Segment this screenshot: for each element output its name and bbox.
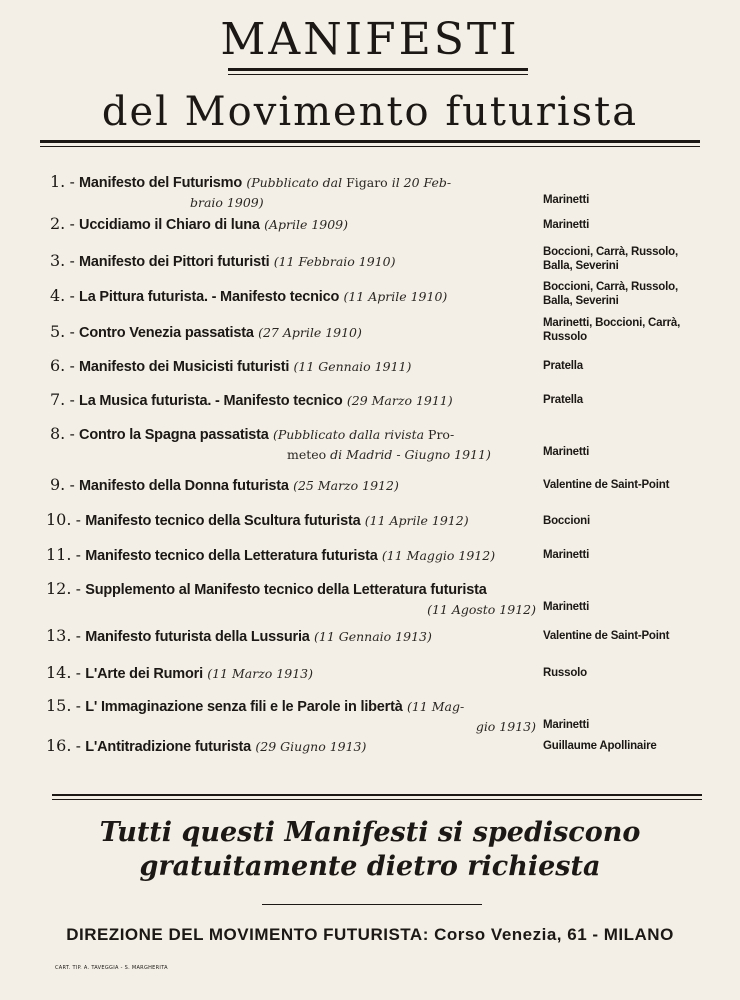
item-title: Manifesto futurista della Lussuria [85, 629, 310, 645]
item-title: Manifesto tecnico della Letteratura futurista [85, 548, 378, 564]
footer-rule-thick [52, 794, 702, 796]
item-date: (Aprile 1909) [264, 217, 349, 232]
item-author: Russolo [543, 667, 587, 679]
subtitle-rule-thin [40, 146, 700, 147]
item-author: Marinetti [543, 549, 590, 561]
list-item: 10. - Manifesto tecnico della Scultura futurista (11 Aprile 1912) Boccioni [50, 499, 710, 534]
item-author: Guillaume Apollinaire [543, 740, 657, 752]
item-title: Contro Venezia passatista [79, 325, 254, 341]
subtitle-rule-thick [40, 140, 700, 143]
item-title: La Musica futurista. - Manifesto tecnico [79, 393, 343, 409]
item-title: L'Arte dei Rumori [85, 666, 203, 682]
item-date: (11 Agosto 1912) [427, 602, 536, 617]
item-title: Manifesto del Futurismo [79, 175, 243, 191]
item-date: (11 Febbraio 1910) [273, 254, 396, 269]
item-number: 12. [46, 579, 72, 598]
list-item: 6. - Manifesto dei Musicisti futuristi (11 Gennaio 1911) Pratella [50, 344, 710, 378]
item-date: (11 Aprile 1910) [343, 289, 448, 304]
item-title: Contro la Spagna passatista [79, 427, 269, 443]
item-title: La Pittura futurista. - Manifesto tecnico [79, 289, 340, 305]
item-number: 15. [46, 696, 72, 715]
list-item: 1. - Manifesto del Futurismo (Pubblicato dal Figaro il 20 Feb- braio 1909) Marinetti [50, 158, 710, 202]
list-item: 5. - Contro Venezia passatista (27 Aprile 1910) Marinetti, Boccioni, Carrà, Russolo [50, 308, 710, 344]
item-date-line2: meteo di Madrid - Giugno 1911) [287, 447, 491, 462]
title-rule-thick [228, 68, 528, 71]
printer-credit: CART. TIP. A. TAVEGGIA - S. MARGHERITA [55, 965, 168, 971]
item-title: Manifesto della Donna futurista [79, 478, 289, 494]
item-date: (11 Gennaio 1911) [293, 359, 412, 374]
item-date-line2: braio 1909) [190, 195, 264, 210]
item-title: Manifesto tecnico della Scultura futurista [85, 513, 361, 529]
item-author: Boccioni, Carrà, Russolo, Balla, Severini [543, 246, 678, 272]
item-date: (11 Aprile 1912) [364, 513, 469, 528]
item-date: (29 Giugno 1913) [255, 739, 367, 754]
item-title: Uccidiamo il Chiaro di luna [79, 217, 260, 233]
item-title: L'Antitradizione futurista [85, 739, 252, 755]
list-item: 15. - L' Immaginazione senza fili e le Parole in libertà (11 Mag- gio 1913) Marinetti [50, 686, 710, 728]
item-date: (11 Marzo 1913) [207, 666, 313, 681]
item-number: 2. [50, 214, 66, 233]
list-item: 14. - L'Arte dei Rumori (11 Marzo 1913) Russolo [50, 650, 710, 686]
item-author: Marinetti [543, 601, 590, 613]
list-item: 7. - La Musica futurista. - Manifesto tecnico (29 Marzo 1911) Pratella [50, 378, 710, 412]
item-date: (27 Aprile 1910) [258, 325, 362, 340]
poster-title: MANIFESTI [220, 14, 520, 65]
list-item: 11. - Manifesto tecnico della Letteratura futurista (11 Maggio 1912) Marinetti [50, 534, 710, 570]
item-author: Marinetti, Boccioni, Carrà, Russolo [543, 317, 681, 343]
item-date: (11 Maggio 1912) [381, 548, 496, 563]
list-item: 8. - Contro la Spagna passatista (Pubblicato dalla rivista Pro- meteo di Madrid - Giugno 1911) Marinetti [50, 412, 710, 464]
list-item: 13. - Manifesto futurista della Lussuria (11 Gennaio 1913) Valentine de Saint-Point [50, 619, 710, 650]
item-title: Manifesto dei Musicisti futuristi [79, 359, 290, 375]
item-author: Marinetti [543, 446, 590, 458]
item-title: Manifesto dei Pittori futuristi [79, 254, 270, 270]
item-author: Marinetti [543, 219, 590, 231]
list-item: 4. - La Pittura futurista. - Manifesto tecnico (11 Aprile 1910) Boccioni, Carrà, Russolo, Balla, Severini [50, 272, 710, 308]
item-author: Marinetti [543, 719, 590, 731]
item-number: 1. [50, 172, 66, 191]
item-author: Boccioni [543, 515, 590, 527]
item-number: 8. [50, 424, 66, 443]
item-date: (25 Marzo 1912) [293, 478, 399, 493]
item-date: (11 Gennaio 1913) [313, 629, 432, 644]
item-author: Boccioni, Carrà, Russolo, Balla, Severini [543, 281, 678, 307]
item-number: 14. [46, 663, 72, 682]
manifesto-list [46, 158, 710, 756]
item-author: Valentine de Saint-Point [543, 479, 670, 491]
item-number: 7. [50, 390, 66, 409]
item-date: (Pubblicato dalla rivista Pro- [272, 427, 455, 442]
item-date-line2: gio 1913) [475, 719, 536, 734]
item-author: Valentine de Saint-Point [543, 630, 670, 642]
item-number: 9. [50, 475, 66, 494]
list-item: 9. - Manifesto della Donna futurista (25 Marzo 1912) Valentine de Saint-Point [50, 464, 710, 499]
list-item: 12. - Supplemento al Manifesto tecnico della Letteratura futurista (11 Agosto 1912) Marinetti [50, 570, 710, 619]
item-number: 5. [50, 322, 66, 341]
list-item: 16. - L'Antitradizione futurista (29 Giugno 1913) Guillaume Apollinaire [50, 728, 710, 756]
item-number: 10. [46, 510, 72, 529]
address-rule [262, 904, 482, 905]
list-item: 2. - Uccidiamo il Chiaro di luna (Aprile 1909) Marinetti [50, 202, 710, 237]
title-rule-thin [228, 74, 528, 75]
list-item: 3. - Manifesto dei Pittori futuristi (11 Febbraio 1910) Boccioni, Carrà, Russolo, Balla, Severini [50, 237, 710, 272]
item-date: (29 Marzo 1911) [346, 393, 453, 408]
footer-notice: Tutti questi Manifesti si spediscono gratuitamente dietro richiesta [99, 817, 641, 882]
item-number: 16. [46, 736, 72, 755]
item-number: 3. [50, 251, 66, 270]
item-date: (Pubblicato dal Figaro il 20 Feb- [246, 175, 452, 190]
item-author: Pratella [543, 394, 583, 406]
item-title: Supplemento al Manifesto tecnico della Letteratura futurista [85, 582, 487, 598]
item-title: L' Immaginazione senza fili e le Parole in libertà [85, 699, 403, 715]
footer-rule-thin [52, 799, 702, 800]
item-number: 4. [50, 286, 66, 305]
item-author: Pratella [543, 360, 583, 372]
footer-address: DIREZIONE DEL MOVIMENTO FUTURISTA: Corso Venezia, 61 - MILANO [66, 925, 674, 944]
item-number: 13. [46, 626, 72, 645]
poster-subtitle: del Movimento futurista [101, 89, 639, 135]
item-date: (11 Mag- [406, 699, 465, 714]
item-number: 11. [46, 545, 72, 564]
item-number: 6. [50, 356, 66, 375]
item-author: Marinetti [543, 194, 590, 206]
